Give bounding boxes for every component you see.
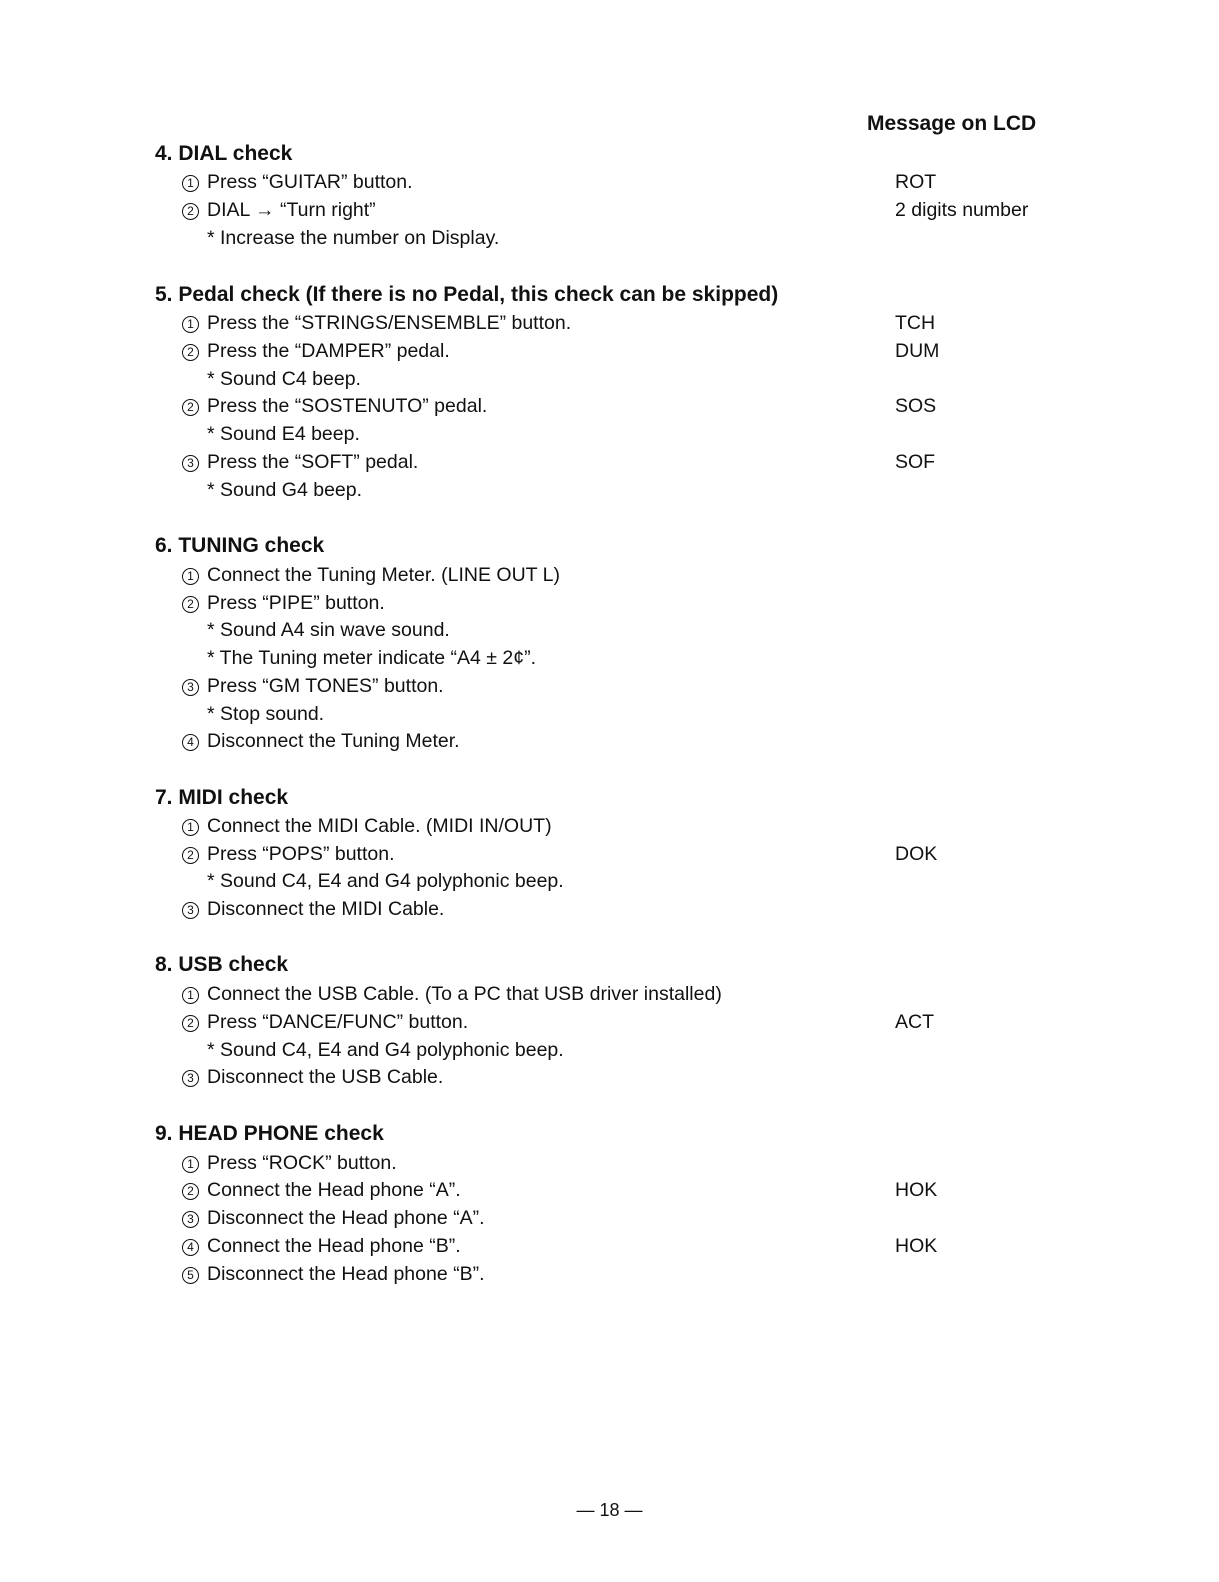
step-number-icon: 3 — [182, 679, 199, 696]
step-number-icon: 2 — [182, 847, 199, 864]
section-title-usb: 8. USB check — [155, 953, 289, 976]
step-tuning-2 — [182, 594, 385, 614]
note-tuning-1: * Sound A4 sin wave sound. — [207, 619, 450, 641]
note-pedal-3: * Sound G4 beep. — [207, 479, 363, 501]
step-number-icon: 3 — [182, 902, 199, 919]
step-number-icon: 1 — [182, 316, 199, 333]
step-usb-1 — [182, 985, 722, 1005]
lcd-message-midi-2: DOK — [895, 843, 938, 865]
step-text: Press the “STRINGS/ENSEMBLE” button. — [207, 312, 572, 334]
step-text: Disconnect the Tuning Meter. — [207, 730, 460, 752]
step-text: Disconnect the Head phone “A”. — [207, 1207, 485, 1229]
step-pedal-1 — [182, 314, 571, 334]
step-number-icon: 2 — [182, 1015, 199, 1032]
lcd-message-dial-1: ROT — [895, 171, 937, 193]
note-usb-1: * Sound C4, E4 and G4 polyphonic beep. — [207, 1039, 564, 1061]
step-text: Connect the Head phone “B”. — [207, 1235, 461, 1257]
step-tuning-1 — [182, 566, 560, 586]
step-number-icon: 4 — [182, 734, 199, 751]
note-pedal-2: * Sound E4 beep. — [207, 423, 360, 445]
step-headphone-1 — [182, 1154, 397, 1174]
step-usb-2 — [182, 1013, 468, 1033]
step-midi-2 — [182, 845, 395, 865]
step-pedal-2 — [182, 342, 450, 362]
step-midi-3 — [182, 900, 444, 920]
step-text: Connect the MIDI Cable. (MIDI IN/OUT) — [207, 815, 552, 837]
step-text: Press “GUITAR” button. — [207, 171, 413, 193]
step-text: Disconnect the Head phone “B”. — [207, 1263, 485, 1285]
step-number-icon: 1 — [182, 987, 199, 1004]
note-pedal-1: * Sound C4 beep. — [207, 368, 361, 390]
step-text: Connect the USB Cable. (To a PC that USB driver installed) — [207, 983, 722, 1005]
step-text: Press the “SOSTENUTO” pedal. — [207, 395, 488, 417]
page-number: — 18 — — [576, 1500, 643, 1520]
lcd-message-dial-2: 2 digits number — [895, 199, 1029, 221]
step-number-icon: 2 — [182, 344, 199, 361]
lcd-message-headphone-2: HOK — [895, 1179, 938, 1201]
section-title-headphone: 9. HEAD PHONE check — [155, 1122, 384, 1145]
step-headphone-4 — [182, 1237, 461, 1257]
step-headphone-5 — [182, 1265, 485, 1285]
step-text: Connect the Head phone “A”. — [207, 1179, 461, 1201]
step-number-icon: 2 — [182, 1183, 199, 1200]
step-headphone-3 — [182, 1209, 485, 1229]
step-pedal-3 — [182, 397, 487, 417]
section-title-midi: 7. MIDI check — [155, 786, 289, 809]
step-dial-2 — [182, 201, 376, 221]
step-tuning-4 — [182, 732, 460, 752]
step-midi-1 — [182, 817, 552, 837]
lcd-message-pedal-2: DUM — [895, 340, 940, 362]
lcd-message-pedal-3: SOS — [895, 395, 937, 417]
lcd-message-pedal-1: TCH — [895, 312, 936, 334]
step-headphone-2 — [182, 1181, 461, 1201]
step-number-icon: 4 — [182, 1239, 199, 1256]
step-number-icon: 3 — [182, 1211, 199, 1228]
step-text: Press “GM TONES” button. — [207, 675, 444, 697]
section-title-dial: 4. DIAL check — [155, 142, 293, 165]
step-number-icon: 1 — [182, 175, 199, 192]
step-text: Press “POPS” button. — [207, 843, 395, 865]
step-pedal-4 — [182, 453, 418, 473]
step-number-icon: 1 — [182, 568, 199, 585]
lcd-column-header: Message on LCD — [867, 112, 1037, 135]
step-text: Press the “SOFT” pedal. — [207, 451, 419, 473]
note-midi-1: * Sound C4, E4 and G4 polyphonic beep. — [207, 870, 564, 892]
step-dial-1 — [182, 173, 413, 193]
note-dial-1: * Increase the number on Display. — [207, 227, 500, 249]
step-number-icon: 1 — [182, 819, 199, 836]
step-text: Connect the Tuning Meter. (LINE OUT L) — [207, 564, 560, 586]
note-tuning-2: * The Tuning meter indicate “A4 ± 2¢”. — [207, 647, 537, 669]
lcd-message-headphone-4: HOK — [895, 1235, 938, 1257]
step-text: Disconnect the USB Cable. — [207, 1066, 444, 1088]
step-text: Press “ROCK” button. — [207, 1152, 397, 1174]
note-tuning-3: * Stop sound. — [207, 703, 325, 725]
step-number-icon: 2 — [182, 596, 199, 613]
step-number-icon: 2 — [182, 203, 199, 220]
step-tuning-3 — [182, 677, 444, 697]
step-number-icon: 5 — [182, 1267, 199, 1284]
section-title-pedal: 5. Pedal check (If there is no Pedal, this check can be skipped) — [155, 283, 779, 306]
section-title-tuning: 6. TUNING check — [155, 534, 325, 557]
step-number-icon: 1 — [182, 1156, 199, 1173]
step-text: Press the “DAMPER” pedal. — [207, 340, 450, 362]
step-text: Disconnect the MIDI Cable. — [207, 898, 445, 920]
step-text: Press “PIPE” button. — [207, 592, 385, 614]
step-usb-3 — [182, 1068, 443, 1088]
step-text: Press “DANCE/FUNC” button. — [207, 1011, 469, 1033]
lcd-message-pedal-4: SOF — [895, 451, 936, 473]
lcd-message-usb-2: ACT — [895, 1011, 934, 1033]
step-number-icon: 3 — [182, 1070, 199, 1087]
step-text: DIAL → “Turn right” — [207, 199, 376, 221]
step-number-icon: 3 — [182, 455, 199, 472]
step-number-icon: 2 — [182, 399, 199, 416]
